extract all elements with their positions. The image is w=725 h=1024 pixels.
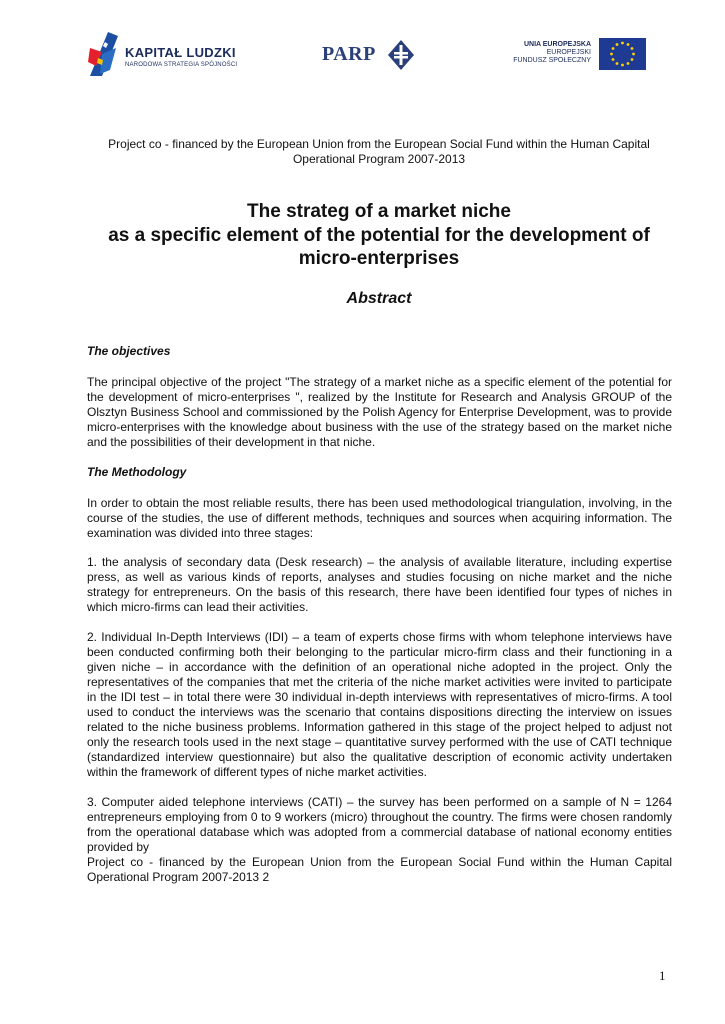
document-title [87, 200, 671, 271]
title-line-2: as a specific element of the potential for the development of [108, 224, 650, 246]
kapital-ludzki-title: KAPITAŁ LUDZKI [125, 45, 236, 60]
kapital-ludzki-logo [88, 30, 248, 78]
objectives-heading: The objectives [87, 344, 171, 358]
kapital-ludzki-icon [88, 30, 120, 78]
objectives-paragraph: The principal objective of the project "The strategy of a market niche as a specific element of the potential for the development of micro-enterprises ", realized by the Institute for Research and Analysis GROUP of the Olsztyn Business School and commissioned by the Polish Agency for Enterprise Development, was to provide micro-enterprises with the knowledge about business with the use of the strategy based on the market niche and the possibilities of their development in that niche. [87, 375, 672, 449]
eu-logo [510, 38, 646, 72]
logo-bar [0, 28, 725, 80]
kapital-ludzki-subtitle: NARODOWA STRATEGIA SPÓJNOŚCI [125, 62, 238, 68]
header-funding-note: Project co - financed by the European Union from the European Social Fund within the Human Capital Operational Program 2007-2013 [108, 137, 650, 166]
footer-funding-note: Project co - financed by the European Union from the European Social Fund within the Human Capital Operational Program 2007-2013 2 [87, 855, 672, 884]
eu-logo-text [513, 40, 591, 65]
title-line-3: micro-enterprises [298, 248, 460, 269]
document-body [87, 344, 672, 885]
parp-mark-icon [388, 40, 414, 70]
methodology-heading: The Methodology [87, 465, 187, 479]
methodology-stage-1-paragraph: 1. the analysis of secondary data (Desk research) – the analysis of available literature, including expertise press, as well as various kinds of reports, analyses and studies focusing on niche market and the niche strategy for entrepreneurs. On the basis of this research, there have been identified four types of niches in which micro-firms can lead their activities. [87, 555, 672, 614]
page-number: 1 [659, 968, 666, 983]
eu-logo-line2: EUROPEJSKI [546, 49, 591, 56]
title-line-1: The strateg of a market niche [247, 201, 511, 222]
eu-logo-line1: UNIA EUROPEJSKA [523, 41, 591, 48]
parp-logo [322, 40, 422, 70]
methodology-intro-paragraph: In order to obtain the most reliable results, there has been used methodological triangulation, involving, in the course of the studies, the use of different methods, techniques and sources when acquiring information. The examination was divided into three stages: [87, 496, 672, 540]
abstract-heading: Abstract [346, 290, 412, 307]
methodology-stage-2-paragraph: 2. Individual In-Depth Interviews (IDI) – a team of experts chose firms with whom telephone interviews have been conducted confirming both their belonging to the particular micro-firm class and their functioning in a given niche – in accordance with the definition of an operational niche adopted in the project. Only the representatives of the companies that met the criteria of the niche market activities were invited to participate in the IDI test – in total there were 30 individual in-depth interviews with representatives of micro-firms. A tool used to conduct the interviews was the scenario that contains dispositions directing the interview on issues related to the niche business problems. Information gathered in this stage of the project helped to adjust not only the research tools used in the next stage – quantitative survey performed with the use of CATI technique (standardized interview questionnaire) but also the qualitative description of economic activity undertaken within the framework of different types of niche market activities. [87, 630, 672, 779]
methodology-stage-3-paragraph: 3. Computer aided telephone interviews (CATI) – the survey has been performed on a sample of N = 1264 entrepreneurs employing from 0 to 9 workers (micro) throughout the country. The firms were chosen randomly from the operational database which was adopted from a commercial database of national economy entities provided by [87, 795, 672, 854]
eu-logo-line3: FUNDUSZ SPOŁECZNY [513, 57, 591, 64]
eu-flag-icon [599, 38, 646, 70]
parp-logo-text: PARP [322, 43, 376, 65]
